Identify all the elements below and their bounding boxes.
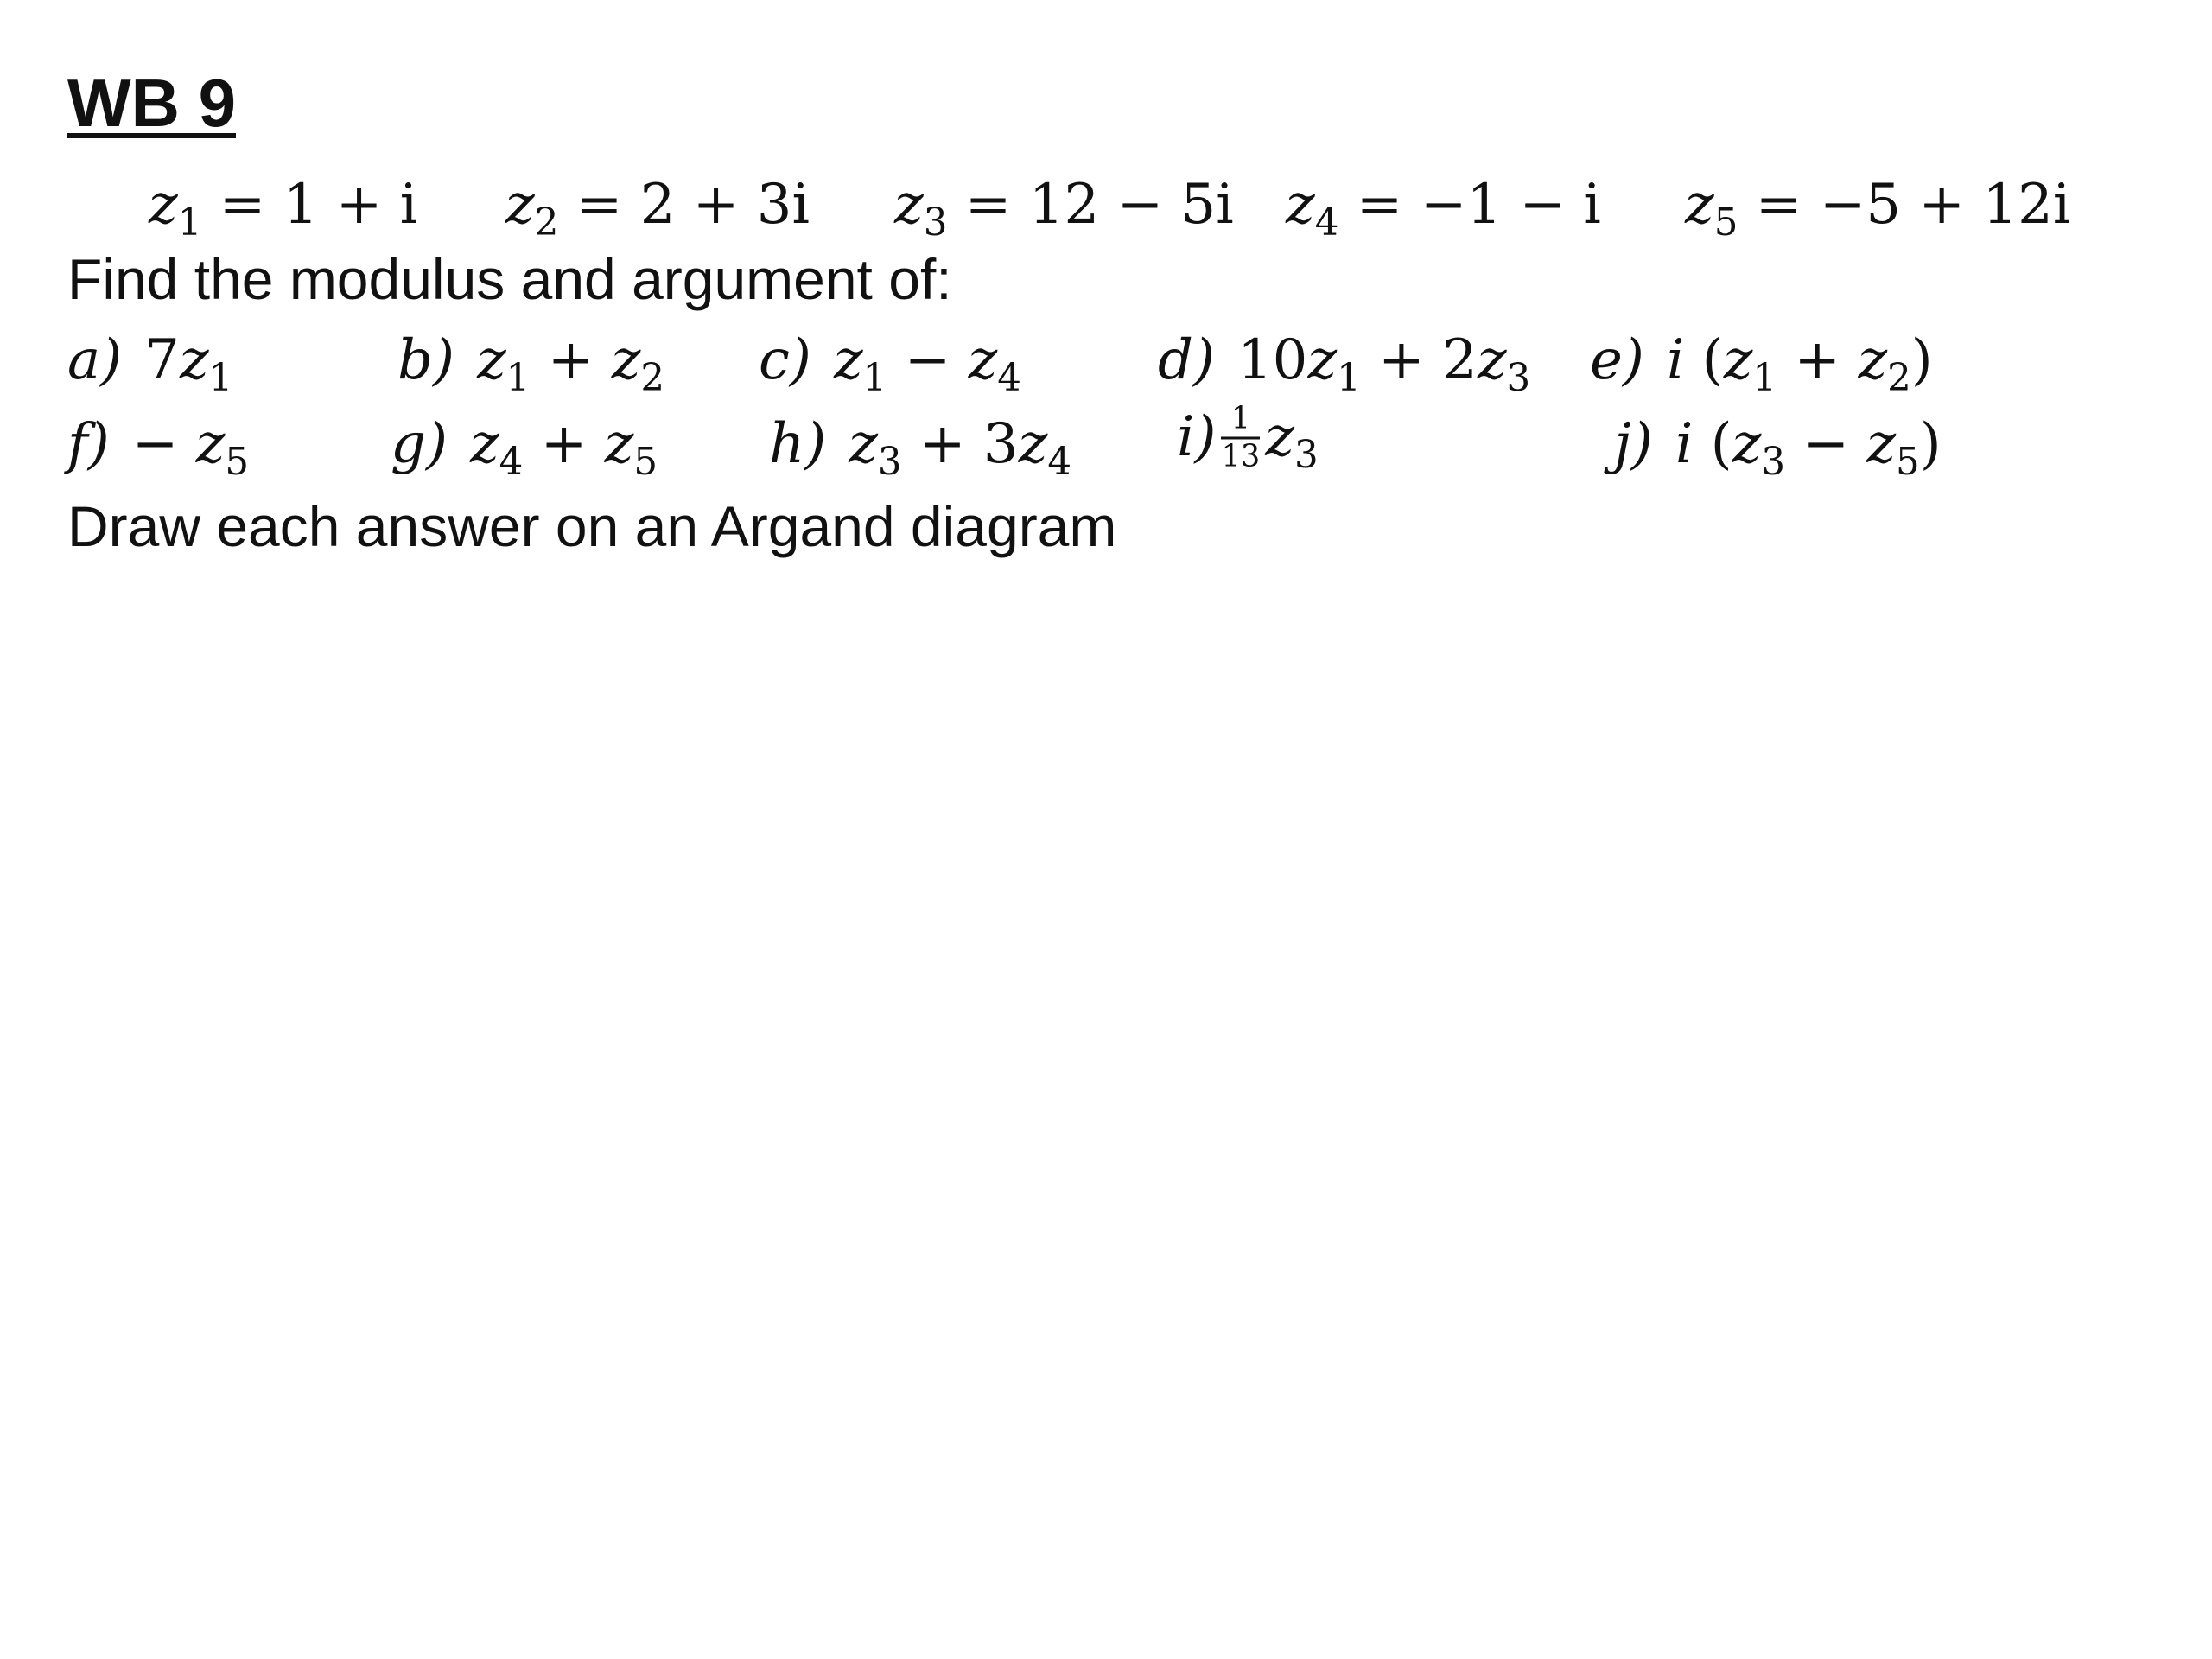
part-c: c) $z_1 - z_4$: [759, 328, 1021, 400]
part-h: h) $z_3 + 3z_4$: [769, 412, 1072, 484]
page-title: WB 9: [67, 65, 236, 141]
definition-z3: $z_3 = 12 - 5i$: [894, 173, 1234, 245]
closing-instruction: Draw each answer on an Argand diagram: [67, 494, 1117, 558]
instruction-text: Find the modulus and argument of:: [67, 247, 952, 311]
part-e: e) i $(z_1 + z_2)$: [1590, 328, 1933, 400]
definition-z1: $z_1 = 1 + i$: [149, 173, 418, 245]
part-a: a) $7z_1$: [67, 328, 233, 400]
definition-z5: $z_5 = -5 + 12i$: [1685, 173, 2071, 245]
part-f: $f) - z_5$: [67, 412, 250, 484]
part-i: i) $\frac{1}{13}$ $z_3$: [1177, 400, 1319, 477]
definition-z2: $z_2 = 2 + 3i$: [505, 173, 810, 245]
definition-z4: $z_4 = -1 - i$: [1286, 173, 1601, 245]
fraction-one-thirteenth: $\frac{1}{13}$: [1221, 400, 1261, 474]
part-j: j) i $(z_3 - z_5)$: [1614, 412, 1942, 484]
part-b: b) $z_1 + z_2$: [397, 328, 665, 400]
part-g: g) $z_4 + z_5$: [391, 412, 658, 484]
part-d: d) $10z_1 + 2z_3$: [1158, 328, 1531, 400]
